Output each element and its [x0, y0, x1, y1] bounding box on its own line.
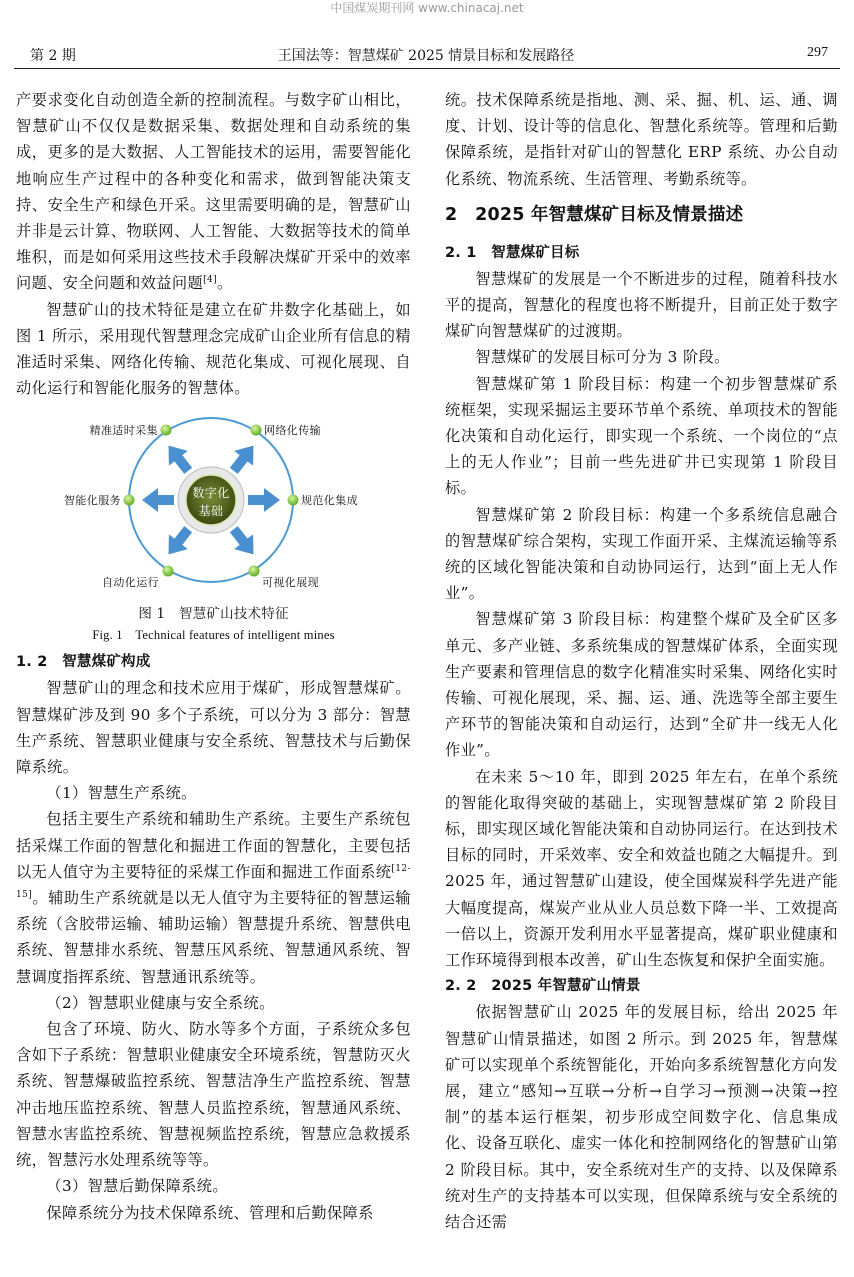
- section-heading-1-2: 1. 2 智慧煤矿构成: [16, 654, 151, 671]
- label-top-right: 网络化传输: [264, 424, 321, 438]
- paragraph: 智慧矿山的技术特征是建立在矿井数字化基础上，如图 1 所示，采用现代智慧理念完成矿山企业所有信息的精准适时采集、网络化传输、规范化集成、可视化展现、自动化运行和智能化服务的智慧体。: [16, 300, 411, 398]
- paragraph: 包含了环境、防火、防水等多个方面，子系统众多包含如下子系统：智慧职业健康安全环境系统，智慧防灭火系统、智慧爆破监控系统、智慧洁净生产监控系统、智慧冲击地压监控系统、智慧人员监控系统，智慧通风系统、智慧水害监控系统、智慧视频监控系统，智慧应急救援系统，智慧污水处理系统等等。: [16, 1020, 411, 1170]
- citation[interactable]: [12-15]: [16, 863, 411, 900]
- section-heading-2: 2 2025 年智慧煤矿目标及情景描述: [445, 204, 744, 225]
- list-item: （3）智慧后勤保障系统。: [46, 1177, 228, 1196]
- issue-label: 第 2 期: [30, 48, 76, 64]
- paragraph: 依据智慧矿山 2025 年的发展目标，给出 2025 年智慧矿山情景描述，如图 2 所示。到 2025 年，智慧煤矿可以实现单个系统智能化，开始向多系统智慧化方向发展，建立“感知→互联→分析→自学习→预测→决策→控制”的基本运行框架，初步形成空间数字化、信息集成化、设备互联化、虚实一体化和控制网络化的智慧矿山第 2 阶段目标。其中，安全系统对生产的支持、以及保障系统对生产的支持基本可以实现，但保障系统与安全系统的结合还需: [445, 1003, 838, 1231]
- node-left: [124, 495, 135, 506]
- node-right: [288, 495, 299, 506]
- label-left: 智能化服务: [64, 494, 121, 508]
- figure-caption-en: Fig. 1 Technical features of intelligent mines: [92, 628, 335, 643]
- right-column: [445, 87, 838, 1235]
- paragraph: 产要求变化自动创造全新的控制流程。与数字矿山相比，智慧矿山不仅仅是数据采集、数据处理和自动系统的集成，更多的是大数据、人工智能技术的运用，需要智能化地响应生产过程中的各种变化和需求，做到智能决策支持、安全生产和绿色开采。这里需要明确的是，智慧矿山并非是云计算、物联网、人工智能、大数据等技术的简单堆积，而是如何采用这些技术手段解决煤矿开采中的效率问题、安全问题和效益问题[4]。: [16, 91, 411, 293]
- label-bottom-left: 自动化运行: [102, 576, 159, 590]
- paragraph: 保障系统分为技术保障系统、管理和后勤保障系: [46, 1203, 374, 1222]
- paragraph: 在未来 5～10 年，即到 2025 年左右，在单个系统的智能化取得突破的基础上，实现智慧煤矿第 2 阶段目标，即实现区域化智能决策和自动协同运行。在达到技术目标的同时，开采效率、安全和效益也随之大幅提升。到 2025 年，通过智慧矿山建设，使全国煤炭科学先进产能大幅度提高，煤炭产业从业人员总数下降一半、工效提高一倍以上，资源开发利用水平显著提高，煤矿职业健康和工作环境得到根本改善，矿山生态恢复和保护全面实施。: [445, 767, 838, 970]
- hub-label-2: 基础: [198, 504, 224, 519]
- node-bottom-left: [163, 566, 174, 577]
- label-right: 规范化集成: [301, 494, 358, 508]
- figure-1: [16, 403, 411, 603]
- list-item: （1）智慧生产系统。: [46, 784, 197, 803]
- label-top-left: 精准适时采集: [89, 424, 158, 438]
- list-item: （2）智慧职业健康与安全系统。: [46, 993, 275, 1012]
- node-top-left: [161, 425, 172, 436]
- section-heading-2-2: 2. 2 2025 年智慧矿山情景: [445, 978, 641, 995]
- paragraph: 统。技术保障系统是指地、测、采、掘、机、运、通、调度、计划、设计等的信息化、智慧化系统等。管理和后勤保障系统，是指针对矿山的智慧化 ERP 系统、办公自动化系统、物流系统、生活管理、考勤系统等。: [445, 91, 838, 188]
- node-bottom-right: [249, 566, 260, 577]
- running-header: [14, 41, 838, 69]
- header-rule: [14, 68, 840, 69]
- watermark: 中国煤炭期刊网 www.chinacaj.net: [330, 1, 524, 15]
- paragraph: 智慧煤矿的发展是一个不断进步的过程，随着科技水平的提高，智慧化的程度也将不断提升，目前正处于数字煤矿向智慧煤矿的过渡期。: [445, 269, 838, 341]
- page-number: 297: [807, 45, 828, 60]
- running-title: 王国法等：智慧煤矿 2025 情景目标和发展路径: [277, 48, 575, 64]
- section-heading-2-1: 2. 1 智慧煤矿目标: [445, 244, 580, 261]
- label-bottom-right: 可视化展现: [262, 576, 319, 590]
- paragraph: 智慧矿山的理念和技术应用于煤矿，形成智慧煤矿。智慧煤矿涉及到 90 多个子系统，可以分为 3 部分：智慧生产系统、智慧职业健康与安全系统、智慧技术与后勤保障系统。: [16, 679, 411, 777]
- citation[interactable]: [4]: [203, 275, 218, 286]
- paragraph: 包括主要生产系统和辅助生产系统。主要生产系统包括采煤工作面的智慧化和掘进工作面的智慧化，主要包括以无人值守为主要特征的采煤工作面和掘进工作面系统[12-15]。辅助生产系统就是以无人值守为主要特征的智慧运输系统（含胶带运输、辅助运输）智慧提升系统、智慧供电系统、智慧排水系统、智慧压风系统、智慧通风系统、智慧调度指挥系统、智慧通讯系统等。: [16, 810, 411, 986]
- paragraph: 智慧煤矿第 2 阶段目标：构建一个多系统信息融合的智慧煤矿综合架构，实现工作面开采、主煤流运输等系统的区域化智能决策和自动协同运行，达到“面上无人作业”。: [445, 505, 838, 603]
- node-top-right: [251, 425, 262, 436]
- hub-label-1: 数字化: [192, 486, 230, 501]
- figure-caption-cn: 图 1 智慧矿山技术特征: [138, 606, 289, 623]
- figure-1-diagram: [16, 403, 411, 603]
- paragraph: 智慧煤矿第 1 阶段目标：构建一个初步智慧煤矿系统框架，实现采掘运主要环节单个系统、单项技术的智能化决策和自动化运行，即实现一个系统、一个岗位的“点上的无人作业”；目前一些先进矿井已实现第 1 阶段目标。: [445, 374, 838, 498]
- paragraph: 智慧煤矿的发展目标可分为 3 阶段。: [475, 348, 730, 367]
- paragraph: 智慧煤矿第 3 阶段目标：构建整个煤矿及全矿区多单元、多产业链、多系统集成的智慧煤矿体系，全面实现生产要素和管理信息的数字化精准实时采集、网络化实时传输、可视化展现，采、掘、运、通、洗选等全部主要生产环节的智能决策和自动运行，达到“全矿井一线无人化作业”。: [445, 610, 838, 760]
- left-column: [16, 87, 411, 1226]
